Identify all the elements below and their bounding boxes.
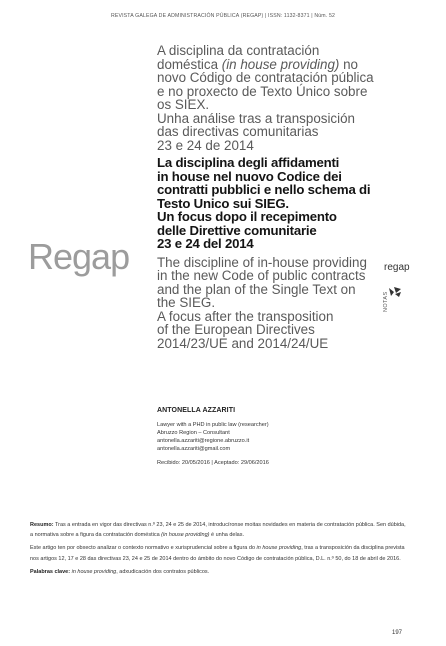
title-english bbox=[157, 256, 397, 351]
author-email: antonella.azzariti@gmail.com bbox=[157, 446, 231, 452]
title-en-line: The discipline of in-house providing bbox=[157, 254, 367, 270]
page-number: 197 bbox=[392, 630, 403, 636]
title-it-line: Testo Unico sui SIEG. bbox=[157, 195, 289, 211]
author-block bbox=[157, 407, 387, 466]
title-italian bbox=[157, 156, 397, 251]
title-gl-line: Unha análise tras a transposición bbox=[157, 110, 355, 126]
keywords: Palabras clave: in house providing, adxudicación dos contratos públicos. bbox=[30, 568, 210, 575]
title-gl-line: doméstica (in house providing) no bbox=[157, 56, 358, 72]
title-block bbox=[157, 44, 397, 350]
title-galician bbox=[157, 44, 397, 152]
running-header: REVISTA GALEGA DE ADMINISTRACIÓN PÚBLICA (REGAP) | ISSN: 1132-8371 | Núm. 52 bbox=[110, 13, 336, 19]
side-logo: regap bbox=[384, 262, 410, 273]
title-en-line: A focus after the transposition bbox=[157, 308, 334, 324]
author-affiliation bbox=[157, 421, 387, 453]
abstract-paragraph: Este artigo ten por obxecto analizar o contexto normativo e xurisprudencial sobre a figura do in house providing, tras a transposición da disciplina prevista nos artigos 12, 17 e 28 das directivas 23, 24 e 25 de 2014 dentro do ámbito do novo Código de contratación pública, D.L. n.º 50, do 18 de abril de 2016. bbox=[30, 545, 405, 562]
title-it-line: delle Direttive comunitarie bbox=[157, 222, 317, 238]
received-accepted-dates: Recibido: 20/05/2016 | Aceptado: 29/06/2016 bbox=[157, 460, 269, 466]
title-it-line: Un focus dopo il recepimento bbox=[157, 209, 337, 224]
title-gl-line: 23 e 24 de 2014 bbox=[157, 137, 254, 153]
abstract-resumo: Resumo: Tras a entrada en vigor das directivas n.º 23, 24 e 25 de 2014, introducíronse moitas novidades en materia de contratación pública. Sen dúbida, a normativa sobre a figura da contratación doméstica (in house providing) é unha delas. bbox=[30, 522, 406, 539]
title-it-line: in house nel nuovo Codice dei bbox=[157, 168, 342, 184]
author-line: Abruzzo Region – Consultant bbox=[157, 430, 230, 436]
title-gl-line: das directivas comunitarias bbox=[157, 124, 319, 139]
title-gl-line: novo Código de contratación pública bbox=[157, 70, 374, 85]
title-gl-line: A disciplina da contratación bbox=[157, 43, 320, 58]
author-email: antonella.azzariti@regione.abruzzo.it bbox=[157, 438, 250, 444]
section-label: NOTAS bbox=[383, 291, 389, 312]
title-it-line: 23 e 24 del 2014 bbox=[157, 236, 254, 251]
title-gl-line: e no proxecto de Texto Único sobre bbox=[157, 83, 368, 99]
title-en-line: in the new Code of public contracts bbox=[157, 268, 366, 283]
title-en-line: and the plan of the Single Text on bbox=[157, 281, 356, 297]
title-gl-line: os SIEX. bbox=[157, 97, 210, 112]
title-it-line: contratti pubblici e nello schema di bbox=[157, 182, 371, 197]
title-en-line: of the European Directives bbox=[157, 322, 315, 337]
regap-emblem-icon bbox=[388, 286, 402, 298]
title-en-line: the SIEG. bbox=[157, 295, 216, 310]
regap-logo: Regap bbox=[28, 236, 130, 277]
abstract bbox=[30, 520, 410, 580]
title-it-line: La disciplina degli affidamenti bbox=[157, 155, 340, 170]
title-en-line: 2014/23/UE and 2014/24/UE bbox=[157, 335, 329, 351]
author-name: ANTONELLA AZZARITI bbox=[157, 407, 236, 414]
author-line: Lawyer with a PHD in public law (researcher) bbox=[157, 422, 269, 428]
